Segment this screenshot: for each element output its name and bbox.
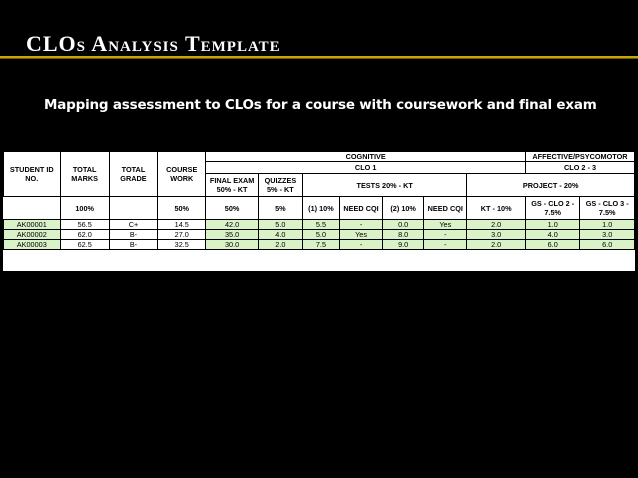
header-need-cqi-1: NEED CQI [339,197,382,220]
slide-subtitle: Mapping assessment to CLOs for a course with coursework and final exam [44,97,597,113]
header-affective: AFFECTIVE/PSYCOMOTOR [525,152,634,162]
cell-gs2: 6.0 [525,240,579,250]
cell-cqi2: - [424,230,467,240]
cell-t2: 8.0 [383,230,424,240]
table-row [4,220,635,230]
cell-t1: 7.5 [302,240,339,250]
cell-cqi1: - [339,220,382,230]
cell-t1: 5.5 [302,220,339,230]
header-total-marks: TOTAL MARKS [60,152,109,197]
header-test2: (2) 10% [383,197,424,220]
cell-t2: 9.0 [383,240,424,250]
header-kt: KT - 10% [467,197,526,220]
clo-table-container [3,151,635,271]
cell-gs2: 4.0 [525,230,579,240]
header-gs-clo3: GS - CLO 3 - 7.5% [580,197,635,220]
header-course-work: COURSE WORK [158,152,206,197]
header-blank [4,197,61,220]
header-blank [109,197,157,220]
cell-grade: B- [109,240,157,250]
cell-grade: C+ [109,220,157,230]
cell-id: AK00002 [4,230,61,240]
clo-analysis-table [3,151,635,250]
cell-cqi1: - [339,240,382,250]
table-body [4,220,635,250]
cell-t2: 0.0 [383,220,424,230]
cell-total: 62.0 [60,230,109,240]
header-pct-total: 100% [60,197,109,220]
cell-quiz: 4.0 [258,230,302,240]
cell-total: 62.5 [60,240,109,250]
cell-final: 30.0 [206,240,258,250]
header-test1: (1) 10% [302,197,339,220]
cell-cqi2: - [424,240,467,250]
header-total-grade: TOTAL GRADE [109,152,157,197]
cell-gs3: 1.0 [580,220,635,230]
header-gs-clo2: GS - CLO 2 - 7.5% [525,197,579,220]
header-pct-quiz: 5% [258,197,302,220]
cell-gs3: 6.0 [580,240,635,250]
header-tests: TESTS 20% - KT [302,174,466,197]
cell-gs2: 1.0 [525,220,579,230]
cell-kt: 2.0 [467,220,526,230]
header-student-id: STUDENT ID NO. [4,152,61,197]
cell-cqi2: Yes [424,220,467,230]
cell-kt: 2.0 [467,240,526,250]
cell-cw: 27.0 [158,230,206,240]
cell-t1: 5.0 [302,230,339,240]
header-clo23: CLO 2 - 3 [525,162,634,174]
header-clo1: CLO 1 [206,162,526,174]
header-need-cqi-2: NEED CQI [424,197,467,220]
header-pct-final: 50% [206,197,258,220]
cell-cw: 32.5 [158,240,206,250]
cell-quiz: 5.0 [258,220,302,230]
header-pct-course: 50% [158,197,206,220]
cell-total: 56.5 [60,220,109,230]
header-final-exam: FINAL EXAM 50% - KT [206,174,258,197]
cell-gs3: 3.0 [580,230,635,240]
cell-cw: 14.5 [158,220,206,230]
cell-grade: B- [109,230,157,240]
cell-quiz: 2.0 [258,240,302,250]
cell-final: 42.0 [206,220,258,230]
header-project: PROJECT - 20% [467,174,635,197]
header-quizzes: QUIZZES 5% - KT [258,174,302,197]
cell-cqi1: Yes [339,230,382,240]
cell-id: AK00001 [4,220,61,230]
cell-id: AK00003 [4,240,61,250]
header-cognitive: COGNITIVE [206,152,526,162]
title-rule-shadow [0,58,638,59]
slide-title: CLOs Analysis Template [26,31,281,56]
table-row [4,230,635,240]
cell-final: 35.0 [206,230,258,240]
table-row [4,240,635,250]
cell-kt: 3.0 [467,230,526,240]
